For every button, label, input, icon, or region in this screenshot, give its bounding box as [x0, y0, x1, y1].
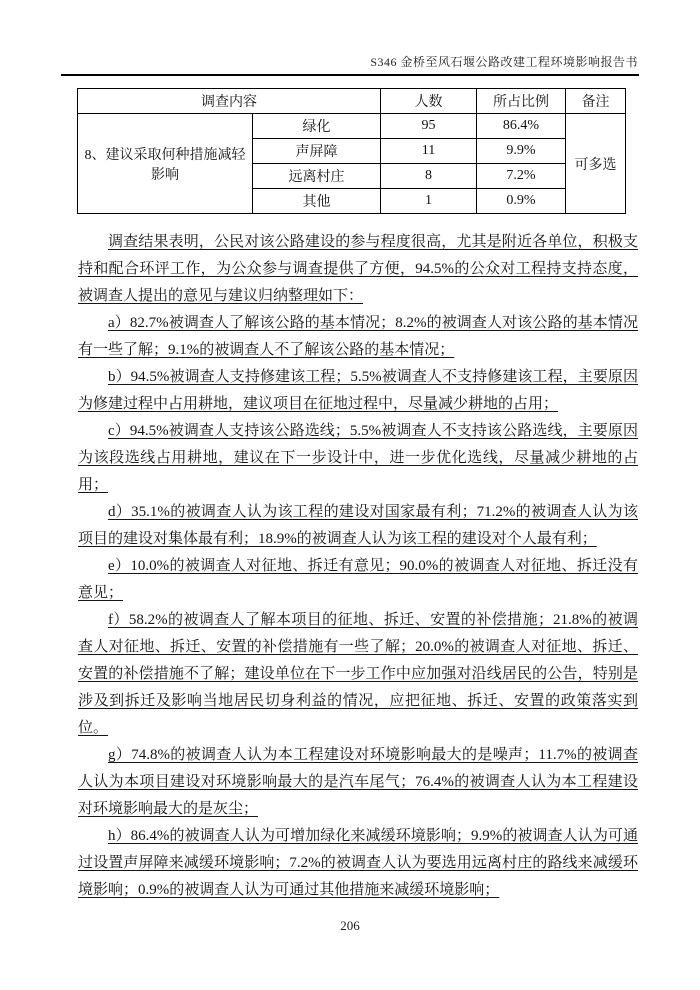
survey-results-table — [77, 88, 626, 214]
paragraph-c: c）94.5%被调查人支持该公路选线；5.5%被调查人不支持该公路选线，主要原因为该段选线占用耕地，建议在下一步设计中，进一步优化选线，尽量减少耕地的占用； — [78, 423, 638, 493]
table-row — [78, 114, 626, 139]
paragraph-e: e）10.0%的被调查人对征地、拆迁有意见；90.0%的被调查人对征地、拆迁没有意见； — [78, 558, 638, 601]
table-cell-option: 绿化 — [253, 114, 381, 139]
table-cell-percent: 86.4% — [477, 114, 566, 139]
table-cell-count: 1 — [381, 189, 477, 214]
paragraph-a: a）82.7%被调查人了解该公路的基本情况；8.2%的被调查人对该公路的基本情况有一些了解；9.1%的被调查人不了解该公路的基本情况； — [78, 315, 638, 358]
table-cell-count: 8 — [381, 164, 477, 189]
table-header-content: 调查内容 — [78, 89, 381, 114]
table-cell-count: 11 — [381, 139, 477, 164]
table-cell-percent: 9.9% — [477, 139, 566, 164]
table-cell-percent: 7.2% — [477, 164, 566, 189]
table-cell-option: 远离村庄 — [253, 164, 381, 189]
table-cell-option: 声屏障 — [253, 139, 381, 164]
table-header-percent: 所占比例 — [477, 89, 566, 114]
paragraph-b: b）94.5%被调查人支持修建该工程；5.5%被调查人不支持修建该工程，主要原因为修建过程中占用耕地，建议项目在征地过程中，尽量减少耕地的占用； — [78, 369, 638, 412]
paragraph-h: h）86.4%的被调查人认为可增加绿化来减缓环境影响；9.9%的被调查人认为可通过设置声屏障来减缓环境影响；7.2%的被调查人认为要选用远离村庄的路线来减缓环境影响；0.9%的被调查人认为可通过其他措施来减缓环境影响； — [78, 828, 638, 898]
table-cell-option: 其他 — [253, 189, 381, 214]
paragraph-d: d）35.1%的被调查人认为该工程的建设对国家最有利；71.2%的被调查人认为该项目的建设对集体最有利；18.9%的被调查人认为该工程的建设对个人最有利； — [78, 504, 638, 547]
table-cell-count: 95 — [381, 114, 477, 139]
table-cell-percent: 0.9% — [477, 189, 566, 214]
paragraph-g: g）74.8%的被调查人认为本工程建设对环境影响最大的是噪声；11.7%的被调查人认为本项目建设对环境影响最大的是汽车尾气；76.4%的被调查人认为本工程建设对环境影响最大的是灰尘； — [78, 747, 638, 817]
table-remark-value: 可多选 — [566, 114, 626, 214]
paragraph-intro: 调查结果表明，公民对该公路建设的参与程度很高，尤其是附近各单位，积极支持和配合环评工作，为公众参与调查提供了方便，94.5%的公众对工程持支持态度，被调查人提出的意见与建议归纳整理如下： — [78, 234, 638, 304]
page-number: 206 — [340, 918, 360, 933]
body-text — [78, 229, 638, 904]
paragraph-f: f）58.2%的被调查人了解本项目的征地、拆迁、安置的补偿措施；21.8%的被调查人对征地、拆迁、安置的补偿措施有一些了解；20.0%的被调查人对征地、拆迁、安置的补偿措施不了解；建设单位在下一步工作中应加强对沿线居民的公告，特别是涉及到拆迁及影响当地居民切身利益的情况，应把征地、拆迁、安置的政策落实到位。 — [78, 612, 638, 736]
table-header-count: 人数 — [381, 89, 477, 114]
running-header-title: S346 金桥至风石堰公路改建工程环境影响报告书 — [370, 55, 638, 69]
table-header-row — [78, 89, 626, 114]
table-header-remark: 备注 — [566, 89, 626, 114]
table-group-label: 8、建议采取何种措施减轻影响 — [78, 114, 253, 214]
header-rule — [61, 74, 639, 76]
